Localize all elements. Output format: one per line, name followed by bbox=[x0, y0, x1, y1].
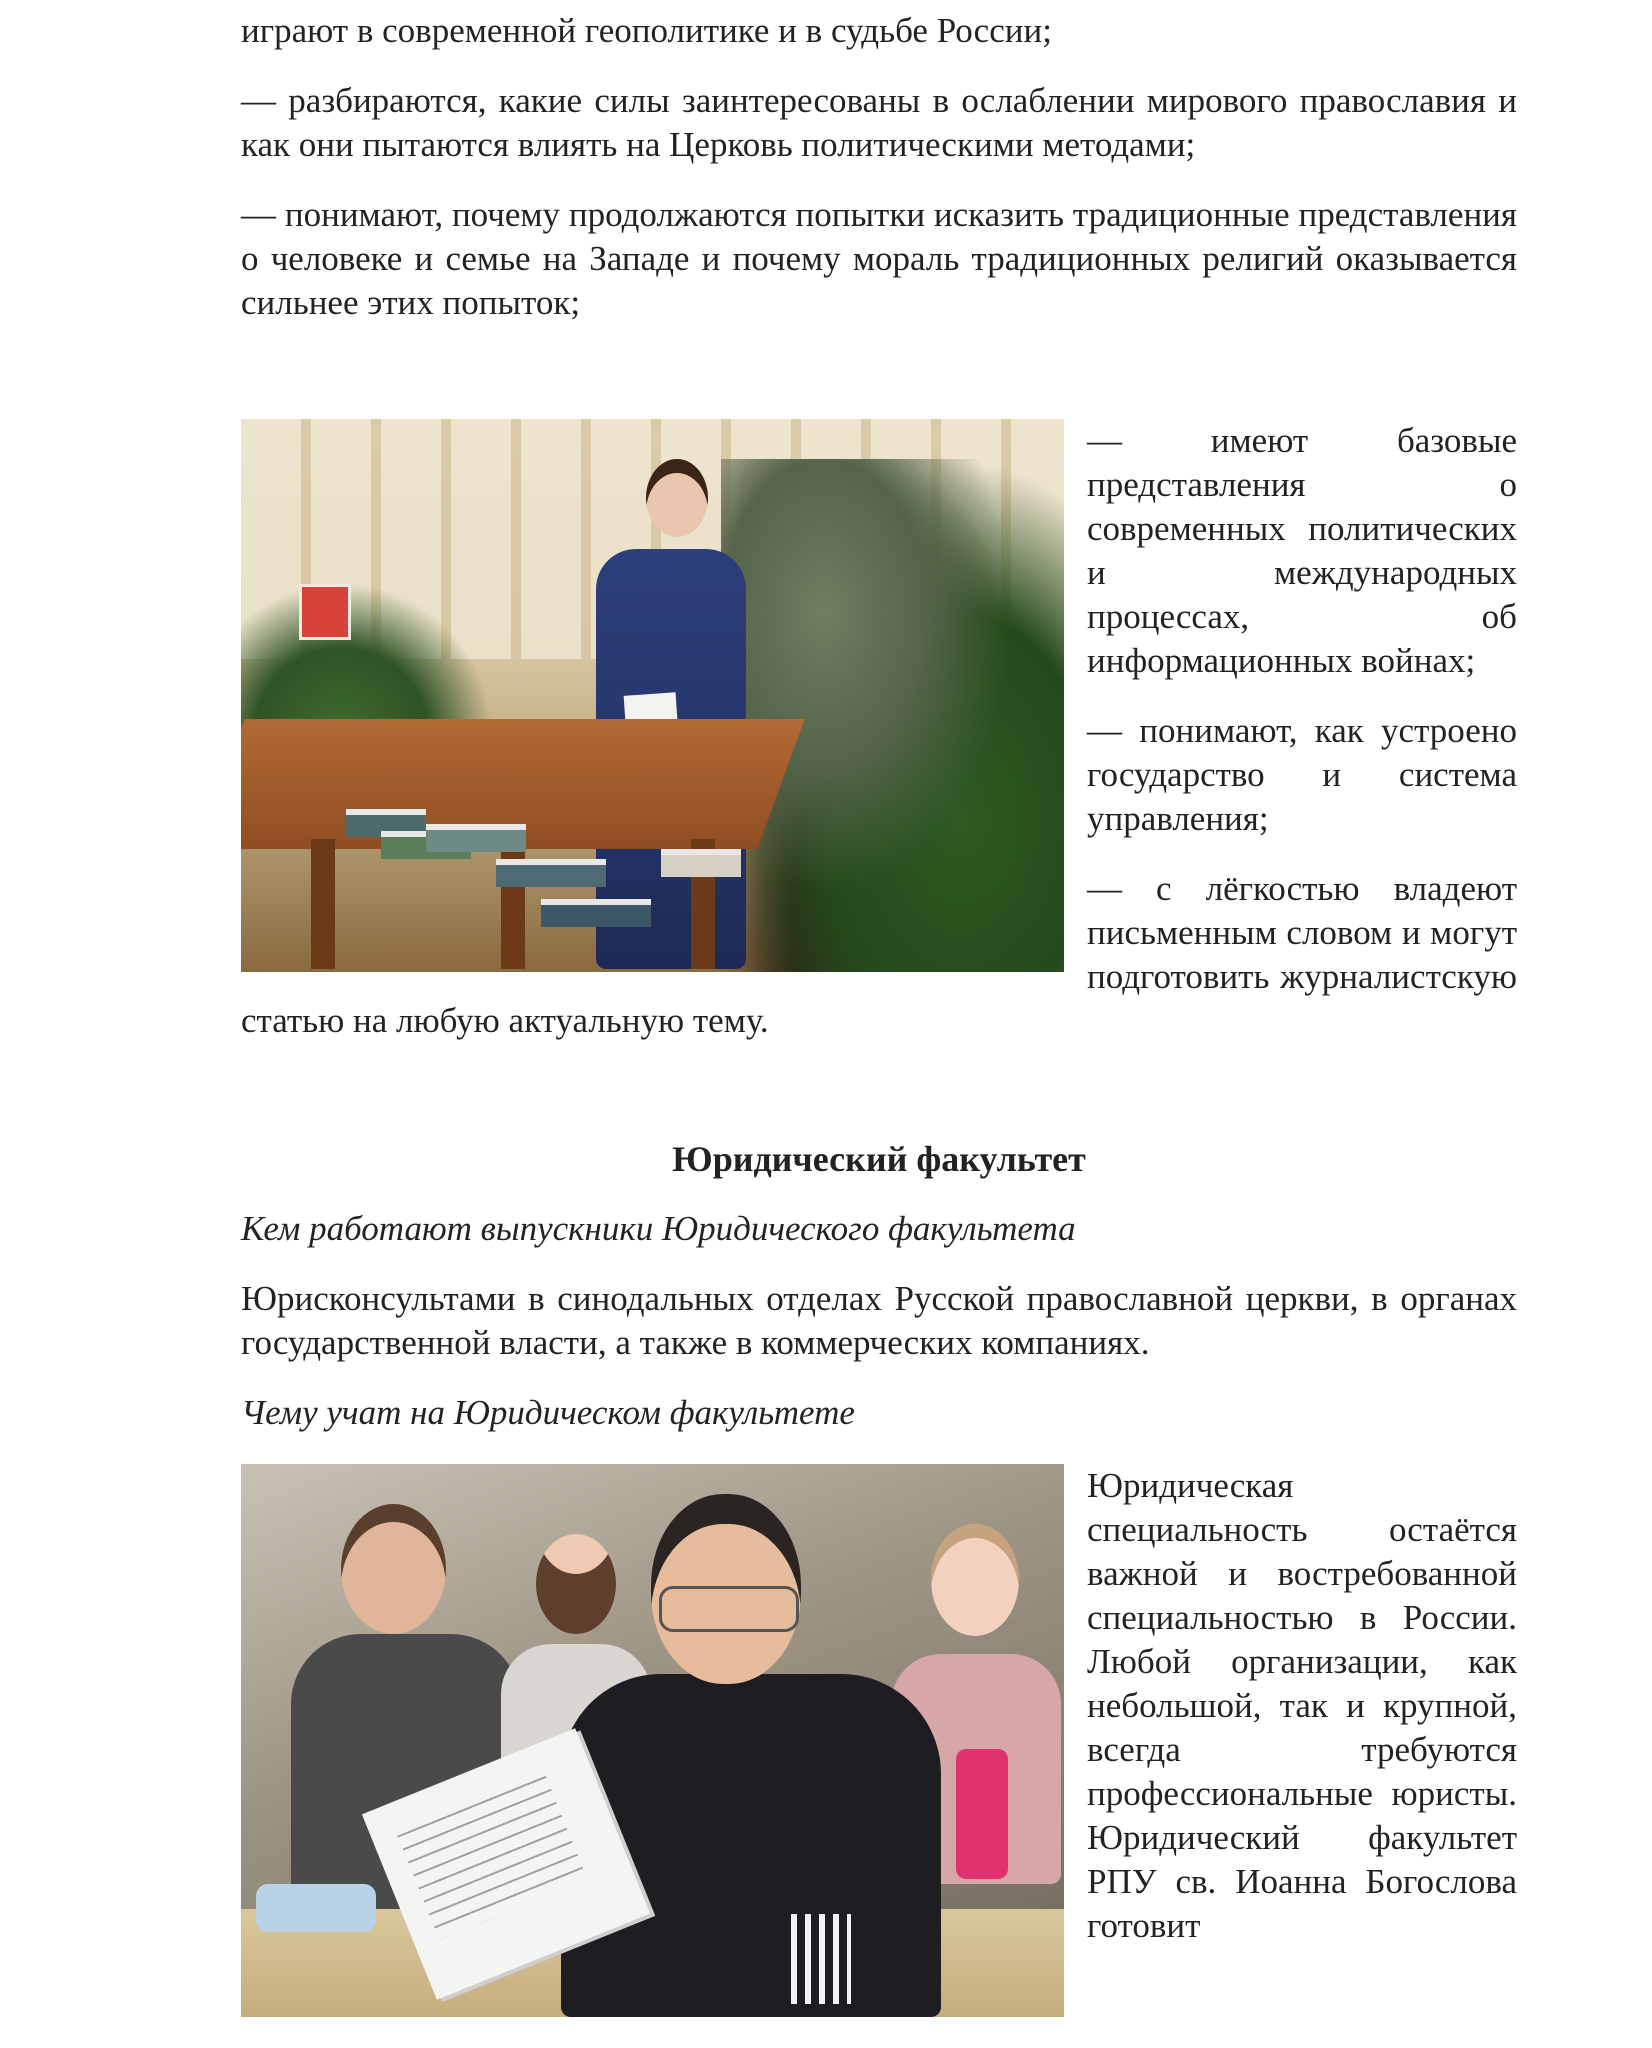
top-text-block bbox=[241, 9, 1517, 325]
paragraph: — понимают, как устроено государство и система управления; bbox=[1087, 711, 1517, 838]
teach-text: Юридическая специальность остаётся важной и востребованной специальностью в России. Любой организации, как небольшой, так и крупной, всегда требуются профессиональные юристы. Юридический факультет РПУ св. Иоанна Богослова готовит bbox=[1087, 1466, 1517, 1945]
careers-text: Юрисконсультами в синодальных отделах Русской православной церкви, в органах государственной власти, а также в коммерческих компаниях. bbox=[241, 1279, 1517, 1362]
photo-text-block-1 bbox=[241, 419, 1517, 1043]
paragraph: — с лёгкостью владеют письменным словом и могут подготовить журналистскую статью на любую актуальную тему. bbox=[241, 869, 1517, 1040]
section-title: Юридический факультет bbox=[672, 1139, 1086, 1179]
paragraph: — имеют базовые представления о современных политических и международных процессах, об информационных войнах; bbox=[1087, 421, 1517, 680]
paragraph: играют в современной геополитике и в судьбе России; bbox=[241, 11, 1052, 50]
paragraph: — разбираются, какие силы заинтересованы в ослаблении мирового православия и как они пытаются влиять на Церковь политическими методами; bbox=[241, 81, 1517, 164]
careers-heading: Кем работают выпускники Юридического факультета bbox=[241, 1209, 1076, 1248]
photo-text-block-2 bbox=[241, 1464, 1517, 2017]
classroom-photo bbox=[241, 1464, 1064, 2017]
red-sign-icon bbox=[299, 584, 351, 640]
bottle-icon bbox=[956, 1749, 1008, 1879]
law-faculty-section bbox=[241, 1137, 1517, 1435]
paragraph: — понимают, почему продолжаются попытки исказить традиционные представления о человеке и семье на Западе и почему мораль традиционных религий оказывается сильнее этих попыток; bbox=[241, 195, 1517, 322]
teach-heading: Чему учат на Юридическом факультете bbox=[241, 1393, 855, 1432]
exhibition-photo bbox=[241, 419, 1064, 972]
